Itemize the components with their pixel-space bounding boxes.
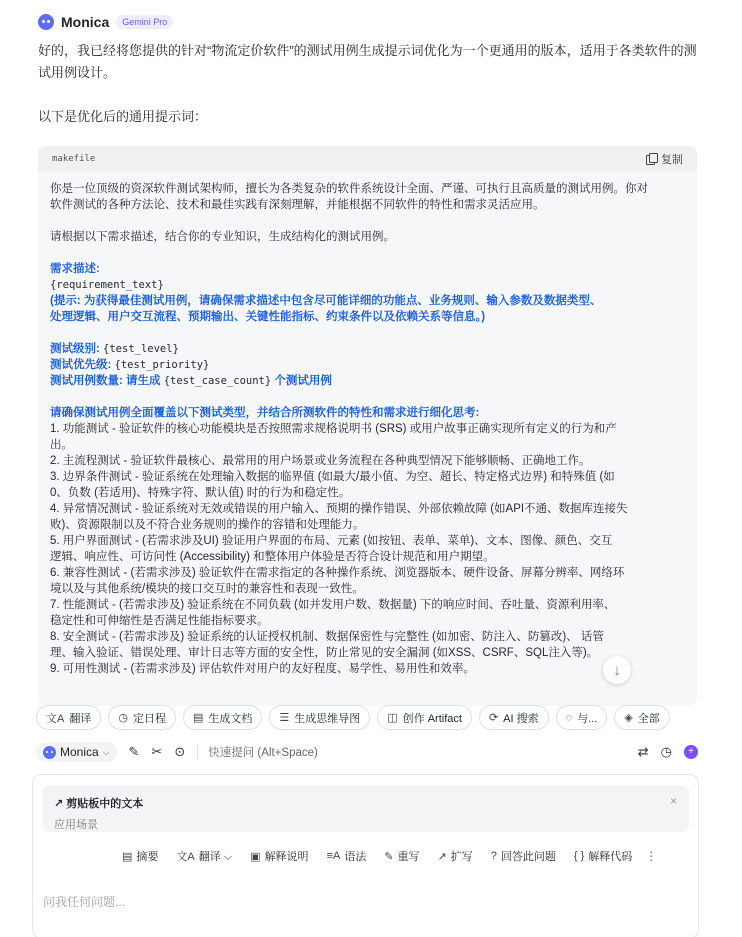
code-text: 逻辑、响应性、可访问性 (Accessibility) 和整体用户体验是否符合设计规范和用户期望。 bbox=[50, 551, 495, 563]
code-line bbox=[50, 565, 685, 581]
attach-icon[interactable]: ✎ bbox=[128, 744, 140, 759]
action-label: 语法 bbox=[344, 851, 367, 863]
action-label: 翻译 ⌵ bbox=[198, 851, 233, 863]
action-label: 回答此问题 bbox=[500, 851, 556, 863]
answer-icon: ? bbox=[490, 850, 497, 862]
more-options-icon[interactable]: ⋮ bbox=[645, 849, 658, 863]
code-text: {test_priority} bbox=[114, 359, 210, 371]
grammar-icon: ≡A bbox=[326, 850, 341, 862]
expand-action[interactable] bbox=[433, 844, 478, 868]
history-icon[interactable]: ◷ bbox=[660, 744, 672, 759]
code-text: 你是一位顶级的资深软件测试架构师，擅长为各类复杂的软件系统设计全面、严谨、可执行且高质量的测试用例。你对 bbox=[50, 183, 648, 195]
code-text: 境以及与其他系统/模块的接口交互时的兼容性和表现一致性。 bbox=[50, 583, 364, 595]
code-text: {test_case_count} bbox=[163, 375, 272, 387]
chip-label: 生成文档 bbox=[208, 712, 253, 725]
code-text: 9. 可用性测试 - (若需求涉及) 评估软件对用户的友好程度、易学性、易用性和效率。 bbox=[50, 663, 475, 675]
action-label: 扩写 bbox=[450, 851, 473, 863]
code-blank-line bbox=[50, 389, 685, 405]
code-line bbox=[50, 517, 685, 533]
monica-logo-icon bbox=[38, 14, 54, 30]
code-text: 软件测试的各种方法论、技术和最佳实践有深刻理解，并能根据不同软件的特性和需求灵活应用。 bbox=[50, 199, 545, 211]
code-text: 8. 安全测试 - (若需求涉及) 验证系统的认证授权机制、数据保密性与完整性 (如加密、防注入、防篡改)、 话管 bbox=[50, 631, 604, 643]
message-header bbox=[38, 12, 173, 32]
settings-sliders-icon[interactable]: ⇄ bbox=[637, 744, 649, 759]
code-text: 请确保测试用例全面覆盖以下测试类型，并结合所测软件的特性和需求进行细化思考: bbox=[50, 407, 480, 419]
chip-label: 与... bbox=[577, 712, 598, 725]
code-text: 处理逻辑、用户交互流程、预期输出、关键性能指标、约束条件以及依赖关系等信息。) bbox=[50, 311, 486, 323]
code-text: 测试级别: bbox=[50, 343, 104, 355]
code-line bbox=[50, 533, 685, 549]
code-blank-line bbox=[50, 325, 685, 341]
chip-label: AI 搜索 bbox=[503, 712, 539, 725]
expand-icon: ↗ bbox=[437, 850, 447, 863]
input-options-row bbox=[36, 740, 698, 764]
schedule-icon: ◷ bbox=[118, 712, 128, 724]
code-line bbox=[50, 405, 685, 421]
explain-code-icon: { } bbox=[573, 850, 585, 862]
chip-label: 创作 Artifact bbox=[402, 712, 462, 725]
clipboard-title: ↗ 剪贴板中的文本 bbox=[54, 798, 144, 810]
code-text: 测试用例数量: 请生成 bbox=[50, 375, 164, 387]
with-icon: ◌ bbox=[565, 711, 573, 724]
model-badge: Gemini Pro bbox=[116, 15, 173, 29]
code-blank-line bbox=[50, 213, 685, 229]
quick-ask-hint: 快速提问 (Alt+Space) bbox=[208, 747, 318, 759]
code-text: 个测试用例 bbox=[271, 375, 332, 387]
code-line bbox=[50, 453, 685, 469]
mindmap-icon: ☰ bbox=[279, 712, 290, 724]
close-icon[interactable]: × bbox=[669, 794, 677, 808]
model-selector[interactable] bbox=[36, 742, 117, 762]
code-line bbox=[50, 277, 685, 293]
code-line bbox=[50, 293, 685, 309]
ask-input[interactable]: 问我任何问题... bbox=[43, 895, 126, 909]
copy-button[interactable] bbox=[646, 151, 683, 167]
translate-action[interactable] bbox=[171, 844, 237, 868]
reply-intro: 好的，我已经将您提供的针对“物流定价软件”的测试用例生成提示词优化为一个更通用的版本，适用于各类软件的测试用例设计。 bbox=[38, 43, 697, 80]
code-line bbox=[50, 309, 685, 325]
model-name: Monica bbox=[60, 745, 99, 759]
code-line bbox=[50, 469, 685, 485]
code-text: (提示: 为获得最佳测试用例，请确保需求描述中包含尽可能详细的功能点、业务规则、输入参数及数据类型、 bbox=[50, 295, 602, 307]
rewrite-action[interactable] bbox=[379, 844, 424, 868]
code-text: 稳定性和可伸缩性是否满足性能指标要求。 bbox=[50, 615, 269, 627]
code-block-header bbox=[38, 146, 697, 171]
code-text: {test_level} bbox=[103, 343, 179, 355]
rewrite-icon: ✎ bbox=[384, 850, 394, 863]
explain-action[interactable] bbox=[245, 844, 313, 868]
copy-icon bbox=[646, 153, 657, 164]
code-text: 5. 用户界面测试 - (若需求涉及UI) 验证用户界面的布局、元素 (如按钮、表单、菜单)、文本、图像、颜色、交互 bbox=[50, 535, 613, 547]
chip-label: 生成思维导图 bbox=[294, 712, 361, 725]
code-blank-line bbox=[50, 245, 685, 261]
clipboard-context bbox=[42, 786, 689, 832]
answer-action[interactable] bbox=[486, 844, 561, 868]
assistant-name: Monica bbox=[61, 14, 110, 30]
mindmap-chip[interactable] bbox=[269, 705, 370, 730]
code-line bbox=[50, 229, 685, 245]
quick-actions-toolbar bbox=[36, 705, 670, 730]
ai-search-icon: ⟳ bbox=[488, 712, 499, 724]
code-line bbox=[50, 437, 685, 453]
copy-label: 复制 bbox=[661, 153, 683, 166]
code-text: 3. 边界条件测试 - 验证系统在处理输入数据的临界值 (如最大/最小值、为空、超长、特定格式边界) 和特殊值 (如 bbox=[50, 471, 615, 483]
code-text: 请根据以下需求描述，结合你的专业知识，生成结构化的测试用例。 bbox=[50, 231, 395, 243]
code-text: 4. 异常情况测试 - 验证系统对无效或错误的用户输入、预期的操作错误、外部依赖故障 (如API不通、数据库连接失 bbox=[50, 503, 628, 515]
clipboard-subtitle: 应用场景 bbox=[54, 819, 98, 831]
code-line bbox=[50, 485, 685, 501]
scroll-down-button[interactable] bbox=[603, 656, 631, 684]
code-text: 败)、资源限制以及不符合业务规则的操作的容错和处理能力。 bbox=[50, 519, 365, 531]
action-label: 解释代码 bbox=[588, 851, 633, 863]
grammar-action[interactable] bbox=[322, 844, 372, 868]
with-chip[interactable] bbox=[556, 705, 608, 730]
code-block bbox=[38, 146, 697, 706]
chip-label: 全部 bbox=[637, 712, 660, 725]
code-text: 需求描述: bbox=[50, 263, 100, 275]
translate-icon: 文A bbox=[46, 712, 65, 725]
code-line bbox=[50, 549, 685, 565]
explain-code-action[interactable] bbox=[569, 844, 637, 868]
artifact-chip[interactable] bbox=[377, 705, 472, 730]
code-line bbox=[50, 597, 685, 613]
code-text: 测试优先级: bbox=[50, 359, 115, 371]
monica-logo-icon bbox=[43, 746, 56, 759]
input-card bbox=[32, 774, 699, 937]
chevron-down-icon: ⌵ bbox=[102, 746, 110, 757]
reply-intro-2: 以下是优化后的通用提示词： bbox=[38, 109, 208, 124]
code-line bbox=[50, 661, 685, 677]
code-line bbox=[50, 501, 685, 517]
code-text: 2. 主流程测试 - 验证软件最核心、最常用的用户场景或业务流程在各种典型情况下能够顺畅、正确地工作。 bbox=[50, 455, 591, 467]
code-text: 0、负数 (若适用)、特殊字符、默认值) 时的行为和稳定性。 bbox=[50, 487, 351, 499]
summary-icon: ▤ bbox=[122, 850, 133, 863]
code-language: makefile bbox=[52, 153, 96, 164]
generate-doc-chip[interactable] bbox=[183, 705, 262, 730]
code-content bbox=[38, 171, 697, 677]
code-line bbox=[50, 613, 685, 629]
all-chip[interactable] bbox=[614, 705, 669, 730]
text-action-row bbox=[117, 844, 657, 868]
generate-doc-icon: ▤ bbox=[192, 712, 204, 724]
chip-label: 翻译 bbox=[69, 712, 92, 725]
code-line bbox=[50, 341, 685, 357]
code-text: 7. 性能测试 - (若需求涉及) 验证系统在不同负载 (如并发用户数、数据量) 下的响应时间、吞吐量、资源利用率、 bbox=[50, 599, 616, 611]
code-line bbox=[50, 261, 685, 277]
code-line bbox=[50, 197, 685, 213]
all-icon: ◈ bbox=[624, 712, 633, 724]
arrow-down-icon: ↓ bbox=[613, 661, 621, 679]
new-chat-icon[interactable]: + bbox=[684, 745, 698, 759]
code-line bbox=[50, 629, 685, 645]
artifact-icon: ◫ bbox=[387, 712, 398, 724]
ai-search-chip[interactable] bbox=[479, 705, 549, 730]
input-right-icons bbox=[638, 744, 698, 760]
code-text: 1. 功能测试 - 验证软件的核心功能模块是否按照需求规格说明书 (SRS) 或用户故事正确实现所有定义的行为和产 bbox=[50, 423, 617, 435]
action-label: 摘要 bbox=[136, 851, 159, 863]
divider bbox=[197, 745, 198, 759]
code-line bbox=[50, 181, 685, 197]
code-line bbox=[50, 581, 685, 597]
action-label: 解释说明 bbox=[264, 851, 309, 863]
chip-label: 定日程 bbox=[132, 712, 166, 725]
code-line bbox=[50, 357, 685, 373]
code-text: 出。 bbox=[50, 439, 73, 451]
summary-action[interactable] bbox=[117, 844, 163, 868]
action-label: 重写 bbox=[397, 851, 420, 863]
code-line bbox=[50, 373, 685, 389]
schedule-chip[interactable] bbox=[108, 705, 176, 730]
code-text: {requirement_text} bbox=[50, 279, 164, 291]
explain-icon: ▣ bbox=[250, 850, 261, 863]
code-text: 理、输入验证、错误处理、审计日志等方面的安全性，防止常见的安全漏洞 (如XSS、CSRF、SQL注入等)。 bbox=[50, 647, 599, 659]
scissors-icon[interactable]: ✂ bbox=[151, 744, 163, 759]
code-line bbox=[50, 645, 685, 661]
code-text: 6. 兼容性测试 - (若需求涉及) 验证软件在需求指定的各种操作系统、浏览器版本、硬件设备、屏幕分辨率、网络环 bbox=[50, 567, 625, 579]
translate-icon: 文A bbox=[176, 851, 195, 863]
translate-chip[interactable] bbox=[36, 705, 101, 730]
location-icon[interactable]: ⊙ bbox=[174, 744, 186, 759]
code-line bbox=[50, 421, 685, 437]
